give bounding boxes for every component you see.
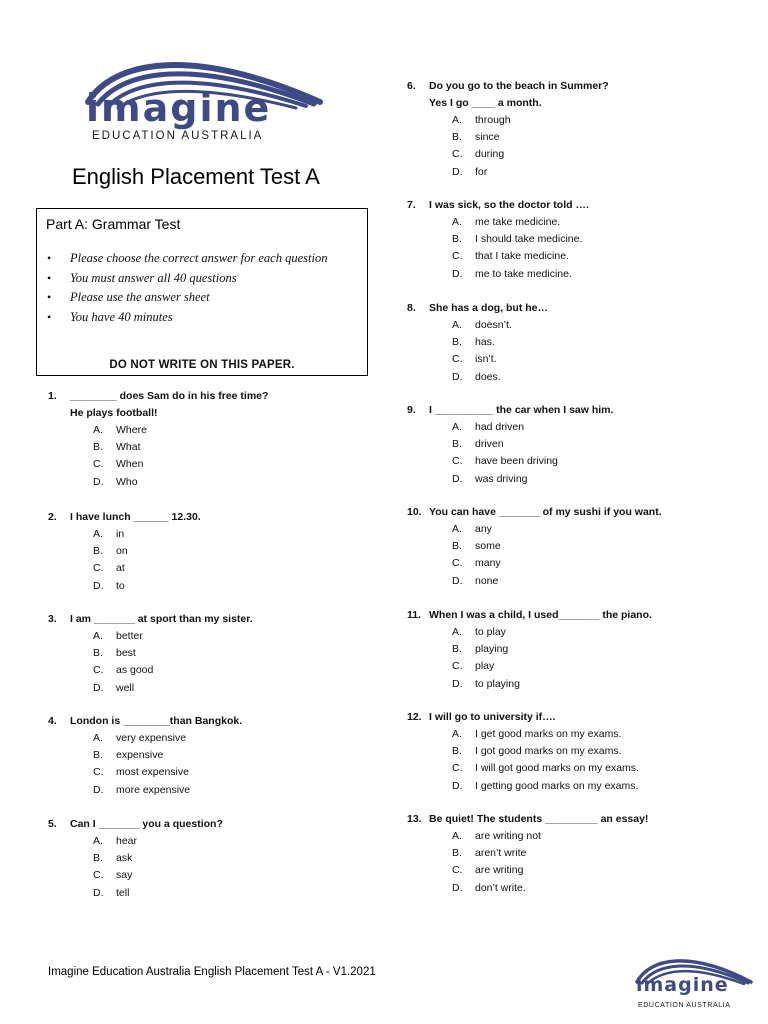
option-letter: D. [93, 681, 104, 694]
option-text: When [116, 458, 144, 471]
option-letter: D. [93, 579, 104, 592]
answer-option [452, 882, 526, 894]
option-letter: A. [452, 216, 462, 228]
option-text: ask [116, 852, 133, 865]
option-letter: A. [452, 114, 462, 126]
option-text: tell [116, 886, 130, 899]
option-text: most expensive [116, 766, 189, 779]
option-letter: D. [93, 475, 104, 488]
bullet-icon: • [47, 270, 52, 285]
option-letter: B. [452, 336, 462, 349]
answer-option [93, 476, 138, 488]
logo-subtitle: EDUCATION AUSTRALIA [92, 130, 264, 142]
instructions-warning: DO NOT WRITE ON THIS PAPER. [109, 359, 295, 371]
option-letter: B. [452, 643, 462, 656]
instruction-item: • You must answer all 40 questions [45, 269, 345, 289]
option-text: on [116, 545, 128, 558]
option-letter: D. [452, 472, 463, 485]
instructions-heading: Part A: Grammar Test [46, 216, 181, 232]
question-text: I was sick, so the doctor told …. [429, 199, 589, 211]
question-number: 1. [48, 390, 57, 402]
option-text: I will got good marks on my exams. [475, 762, 639, 775]
question-number: 4. [48, 715, 57, 727]
question-number: 10. [407, 506, 422, 518]
header-logo [84, 50, 324, 146]
answer-option [93, 647, 136, 659]
question-block [48, 715, 388, 825]
question-block [407, 302, 747, 412]
question-text: London is ________than Bangkok. [70, 715, 243, 727]
answer-option [452, 678, 520, 690]
answer-option [452, 830, 541, 842]
option-letter: D. [452, 574, 463, 587]
question-number: 12. [407, 711, 422, 723]
footer-logo [634, 952, 754, 1016]
option-letter: B. [93, 545, 103, 558]
option-letter: C. [93, 766, 104, 779]
answer-option [93, 682, 134, 694]
option-letter: B. [93, 441, 103, 454]
option-text: driven [475, 438, 504, 451]
question-number: 5. [48, 818, 57, 830]
option-text: to [116, 579, 125, 592]
option-text: to play [475, 626, 506, 638]
answer-option [452, 660, 494, 672]
option-letter: D. [452, 779, 463, 792]
option-text: I getting good marks on my exams. [475, 779, 639, 792]
answer-option [452, 421, 524, 433]
option-text: isn’t. [475, 353, 497, 366]
option-text: expensive [116, 749, 164, 762]
instruction-item: • You have 40 minutes [45, 308, 345, 328]
answer-option [93, 749, 163, 761]
option-letter: C. [452, 353, 463, 366]
answer-option [452, 455, 558, 467]
answer-option [93, 784, 190, 796]
option-text: through [475, 114, 511, 126]
option-letter: D. [452, 267, 463, 280]
answer-option [452, 523, 492, 535]
bullet-icon: • [47, 309, 52, 324]
question-text: Be quiet! The students _________ an essay! [429, 813, 649, 825]
answer-option [452, 353, 497, 365]
option-letter: C. [452, 660, 463, 673]
option-text: are writing not [475, 830, 541, 842]
question-block [407, 813, 747, 923]
option-letter: B. [93, 749, 103, 762]
option-letter: B. [452, 745, 462, 758]
page-footer: Imagine Education Australia English Placement Test A - V1.2021 [48, 966, 376, 978]
option-letter: C. [452, 864, 463, 877]
logo-wordmark: imagine [86, 86, 272, 130]
answer-option [452, 438, 504, 450]
option-letter: A. [452, 319, 462, 331]
option-letter: B. [452, 233, 462, 246]
answer-option [452, 540, 501, 552]
option-letter: D. [93, 783, 104, 796]
option-text: me to take medicine. [475, 267, 572, 280]
answer-option [452, 864, 523, 876]
option-letter: D. [452, 165, 463, 178]
question-block [407, 711, 747, 821]
option-text: in [116, 528, 125, 540]
option-letter: A. [452, 523, 462, 535]
option-text: was driving [475, 472, 528, 485]
answer-option [93, 664, 153, 676]
option-text: any [475, 523, 492, 535]
option-text: has. [475, 336, 495, 349]
answer-option [452, 643, 508, 655]
answer-option [93, 630, 143, 642]
option-text: as good [116, 664, 154, 677]
question-text: I have lunch ______ 12.30. [70, 511, 201, 523]
question-block [407, 80, 747, 190]
question-block [48, 511, 388, 621]
option-letter: C. [452, 148, 463, 161]
option-letter: A. [452, 421, 462, 433]
answer-option [452, 780, 638, 792]
option-text: more expensive [116, 783, 191, 796]
option-letter: C. [452, 762, 463, 775]
answer-option [452, 626, 506, 638]
question-block [407, 404, 747, 514]
question-text: I __________ the car when I saw him. [429, 404, 614, 416]
option-letter: C. [452, 455, 463, 468]
option-text: very expensive [116, 732, 187, 744]
answer-option [452, 233, 582, 245]
question-block [407, 199, 747, 309]
option-text: don’t write. [475, 881, 526, 894]
answer-option [93, 766, 189, 778]
option-letter: D. [452, 370, 463, 383]
question-text: I will go to university if…. [429, 711, 556, 723]
question-block [48, 818, 388, 928]
option-text: I got good marks on my exams. [475, 745, 622, 758]
option-letter: D. [93, 886, 104, 899]
option-letter: C. [452, 250, 463, 263]
option-letter: A. [93, 835, 103, 847]
question-text: Do you go to the beach in Summer? [429, 80, 609, 92]
option-text: better [116, 630, 143, 642]
option-text: best [116, 647, 136, 660]
question-number: 11. [407, 609, 422, 621]
option-text: playing [475, 643, 509, 656]
answer-option [93, 835, 137, 847]
option-text: are writing [475, 864, 524, 877]
option-letter: C. [452, 557, 463, 570]
question-number: 7. [407, 199, 416, 211]
answer-option [452, 148, 504, 160]
question-number: 13. [407, 813, 422, 825]
answer-option [452, 847, 526, 859]
bullet-icon: • [47, 290, 52, 304]
logo-subtitle: EDUCATION AUSTRALIA [638, 1002, 731, 1009]
question-block [407, 506, 747, 616]
option-letter: A. [93, 732, 103, 744]
answer-option [452, 131, 500, 143]
question-number: 6. [407, 80, 416, 92]
question-text-line2: He plays football! [70, 407, 158, 419]
option-text: none [475, 574, 499, 587]
question-block [407, 609, 747, 719]
option-text: What [116, 441, 141, 454]
instructions-box [36, 208, 368, 376]
answer-option [93, 580, 125, 592]
answer-option [452, 762, 639, 774]
bullet-icon: • [47, 251, 52, 265]
question-text-line2: Yes I go ____ a month. [429, 97, 542, 109]
option-text: me take medicine. [475, 216, 561, 228]
answer-option [452, 166, 487, 178]
question-text: When I was a child, I used_______ the piano. [429, 609, 652, 621]
logo-wordmark: imagine [636, 974, 729, 996]
option-text: well [116, 681, 135, 694]
option-text: does. [475, 370, 501, 383]
option-text: hear [116, 835, 138, 847]
answer-option [93, 528, 124, 540]
option-letter: B. [452, 847, 462, 860]
option-letter: B. [452, 540, 462, 553]
answer-option [93, 562, 125, 574]
question-number: 9. [407, 404, 416, 416]
option-letter: D. [452, 881, 463, 894]
option-text: many [475, 557, 501, 570]
answer-option [452, 473, 528, 485]
option-text: I should take medicine. [475, 233, 583, 246]
answer-option [93, 545, 128, 557]
answer-option [452, 268, 572, 280]
option-letter: A. [452, 830, 462, 842]
option-letter: A. [93, 528, 103, 540]
instructions-list [45, 249, 345, 327]
option-text: doesn’t. [475, 319, 512, 331]
question-block [48, 390, 388, 500]
answer-option [452, 575, 498, 587]
question-block [48, 613, 388, 723]
answer-option [452, 371, 501, 383]
answer-option [93, 441, 141, 453]
option-letter: B. [452, 131, 462, 144]
answer-option [93, 458, 143, 470]
answer-option [452, 114, 511, 126]
option-text: Who [116, 475, 138, 488]
option-text: play [475, 660, 495, 673]
question-number: 8. [407, 302, 416, 314]
question-number: 3. [48, 613, 57, 625]
option-text: during [475, 148, 505, 161]
answer-option [93, 424, 147, 436]
option-letter: A. [93, 630, 103, 642]
answer-option [93, 852, 132, 864]
option-text: for [475, 165, 488, 178]
answer-option [452, 216, 560, 228]
answer-option [93, 887, 129, 899]
option-text: I get good marks on my exams. [475, 728, 622, 740]
question-text: She has a dog, but he… [429, 302, 549, 314]
option-text: since [475, 131, 500, 144]
option-letter: B. [93, 647, 103, 660]
answer-option [452, 319, 512, 331]
option-text: had driven [475, 421, 525, 433]
answer-option [93, 869, 132, 881]
question-text: Can I _______ you a question? [70, 818, 223, 830]
question-number: 2. [48, 511, 57, 523]
option-letter: A. [452, 626, 462, 638]
answer-option [452, 250, 569, 262]
option-text: that I take medicine. [475, 250, 569, 263]
answer-option [452, 728, 621, 740]
option-text: some [475, 540, 501, 553]
option-letter: C. [93, 562, 104, 575]
question-text: ________ does Sam do in his free time? [70, 390, 269, 402]
option-letter: D. [452, 677, 463, 690]
page-title: English Placement Test A [72, 164, 320, 189]
option-text: Where [116, 424, 147, 436]
answer-option [452, 745, 621, 757]
option-text: at [116, 562, 125, 575]
instruction-item: • Please use the answer sheet [45, 288, 345, 308]
option-text: say [116, 869, 133, 882]
option-letter: B. [93, 852, 103, 865]
answer-option [93, 732, 186, 744]
option-text: aren’t write [475, 847, 527, 860]
option-letter: C. [93, 869, 104, 882]
instruction-item: • Please choose the correct answer for each question [45, 249, 345, 269]
option-letter: A. [452, 728, 462, 740]
option-letter: A. [93, 424, 103, 436]
option-text: to playing [475, 677, 520, 690]
option-letter: C. [93, 458, 104, 471]
option-letter: B. [452, 438, 462, 451]
option-letter: C. [93, 664, 104, 677]
option-text: have been driving [475, 455, 558, 468]
answer-option [452, 557, 501, 569]
answer-option [452, 336, 495, 348]
question-text: I am _______ at sport than my sister. [70, 613, 253, 625]
question-text: You can have _______ of my sushi if you want. [429, 506, 662, 518]
